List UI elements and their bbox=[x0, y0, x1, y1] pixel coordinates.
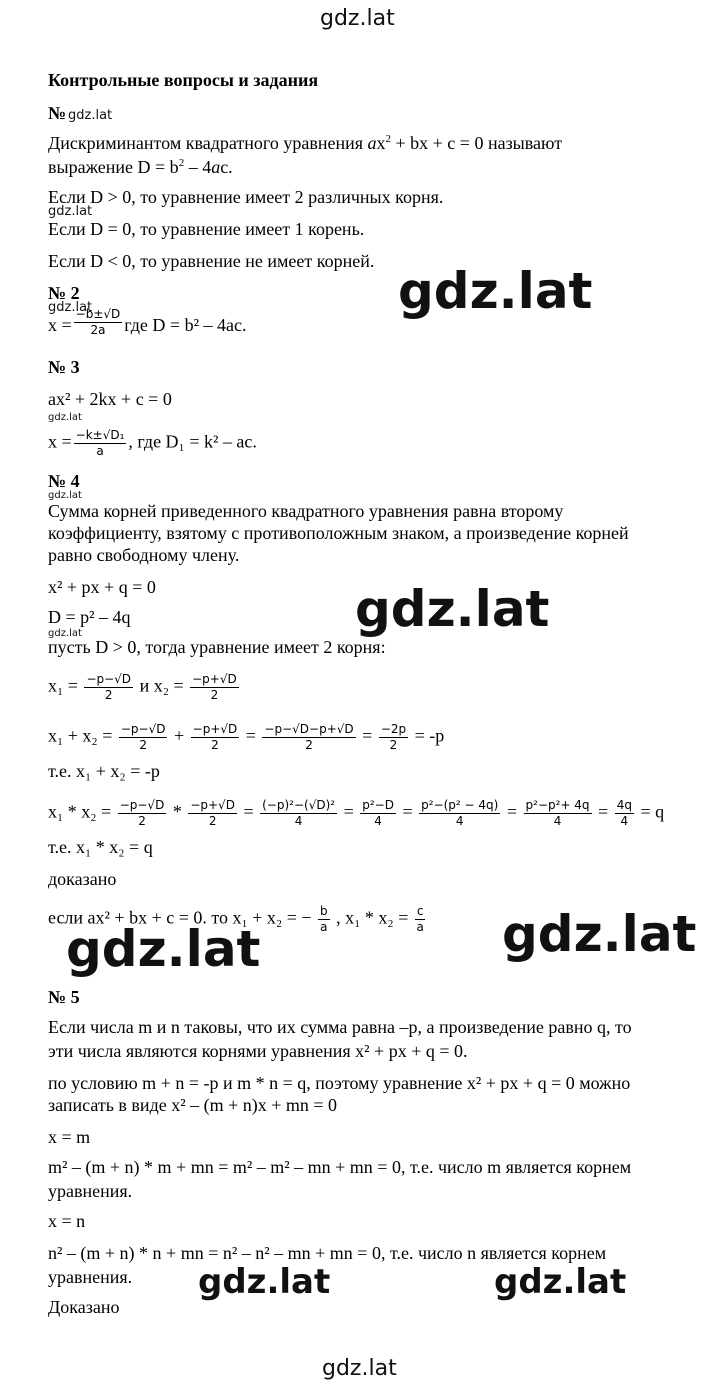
task-3-formula: x = $\frac{\text{−k±√D₁}}{a}$ , где D₁ = k² – ac. bbox=[48, 428, 257, 458]
task-4-text: т.е. x₁ + x₂ = -p bbox=[48, 761, 160, 781]
task-4-sum: x₁ + x₂ = $\frac{-p-√D}{2}$ + $\frac{-p+√D}{2}$ = $\frac{-p-√D-p+√D}{2}$ = $\frac{-2p}{2}$ = -p bbox=[48, 722, 445, 752]
task-4-heading: № 4 bbox=[48, 471, 80, 491]
task-5-text: уравнения. bbox=[48, 1181, 133, 1201]
task-1-text: Дискриминантом квадратного уравнения $ax^2$ + bx + c = 0 называют bbox=[48, 133, 563, 153]
task-1-text: выражение $D = b^2 - 4ac$. bbox=[48, 157, 233, 177]
task-1-text: Если D < 0, то уравнение не имеет корней. bbox=[48, 251, 375, 271]
task-5-text: по условию m + n = -p и m * n = q, поэтому уравнение x² + px + q = 0 можно bbox=[48, 1073, 631, 1093]
task-5-proved: Доказано bbox=[48, 1297, 120, 1317]
watermark-big: gdz.lat bbox=[494, 1262, 627, 1302]
task-4-text: пусть D > 0, тогда уравнение имеет 2 корня: bbox=[48, 637, 386, 657]
task-1-text: Если D > 0, то уравнение имеет 2 различных корня. bbox=[48, 187, 444, 207]
watermark-big: gdz.lat bbox=[66, 920, 261, 978]
task-5-text: записать в виде x² – (m + n)x + mn = 0 bbox=[48, 1095, 338, 1115]
task-4-text: Сумма корней приведенного квадратного уравнения равна второму bbox=[48, 501, 564, 521]
task-4-equation: x² + px + q = 0 bbox=[48, 577, 156, 597]
task-4-proved: доказано bbox=[48, 869, 117, 889]
watermark-small: gdz.lat bbox=[48, 412, 82, 423]
task-5-text: Если числа m и n таковы, что их сумма равна –p, а произведение равно q, то bbox=[48, 1017, 632, 1037]
watermark-small: gdz.lat bbox=[68, 108, 113, 123]
task-3-equation: ax² + 2kx + c = 0 bbox=[48, 389, 172, 409]
task-3-heading: № 3 bbox=[48, 357, 80, 377]
task-2-heading: № 2 bbox=[48, 283, 80, 303]
task-1-heading: № bbox=[48, 103, 67, 123]
page-title: Контрольные вопросы и задания bbox=[48, 70, 319, 90]
watermark-bottom: gdz.lat bbox=[322, 1356, 397, 1381]
watermark-small: gdz.lat bbox=[48, 204, 93, 219]
watermark-small: gdz.lat bbox=[48, 490, 82, 501]
task-5-heading: № 5 bbox=[48, 987, 80, 1007]
task-1-text: Если D = 0, то уравнение имеет 1 корень. bbox=[48, 219, 365, 239]
task-4-product: x₁ * x₂ = $\frac{-p-√D}{2}$ * $\frac{-p+√D}{2}$ = $\frac{\text{(−p)²−(√D)²}}{4}$ = $\frac{\text{p²−D}}{4}$ = $\frac{\text{p²−(p² − 4q)}}{4}$ = $\frac{\text{p²−p²+ 4q}}{4}$ = $\frac{4q}{4}$ = q bbox=[48, 798, 665, 828]
task-5-text: m² – (m + n) * m + mn = m² – m² – mn + mn = 0, т.е. число m является корнем bbox=[48, 1157, 632, 1177]
task-4-vieta: если ax² + bx + c = 0. то x₁ + x₂ = − $\frac{b}{a}$ , x₁ * x₂ = $\frac{c}{a}$ bbox=[48, 904, 424, 934]
task-5-text: n² – (m + n) * n + mn = n² – n² – mn + mn = 0, т.е. число n является корнем bbox=[48, 1243, 607, 1263]
task-4-roots: x₁ = $\frac{-p-√D}{2}$ и x₂ = $\frac{-p+√D}{2}$ bbox=[48, 672, 237, 702]
task-5-text: x = m bbox=[48, 1127, 91, 1147]
task-4-equation: D = p² – 4q bbox=[48, 607, 131, 627]
task-4-text: коэффициенту, взятому с противоположным знаком, а произведение корней bbox=[48, 523, 629, 543]
watermark-top: gdz.lat bbox=[320, 6, 395, 31]
task-4-text: т.е. x₁ * x₂ = q bbox=[48, 837, 153, 857]
watermark-big: gdz.lat bbox=[355, 580, 550, 638]
task-4-text: равно свободному члену. bbox=[48, 545, 240, 565]
task-2-formula: x = $\frac{-b\pm√D}{2a}$ где D = b² – 4ac. bbox=[48, 307, 247, 338]
watermark-small: gdz.lat bbox=[48, 300, 93, 315]
watermark-big: gdz.lat bbox=[198, 1262, 331, 1302]
task-5-text: x = n bbox=[48, 1211, 86, 1231]
watermark-big: gdz.lat bbox=[502, 905, 697, 963]
task-5-text: уравнения. bbox=[48, 1267, 133, 1287]
task-5-text: эти числа являются корнями уравнения x² + px + q = 0. bbox=[48, 1041, 468, 1061]
watermark-small: gdz.lat bbox=[48, 628, 82, 639]
watermark-big: gdz.lat bbox=[398, 262, 593, 320]
